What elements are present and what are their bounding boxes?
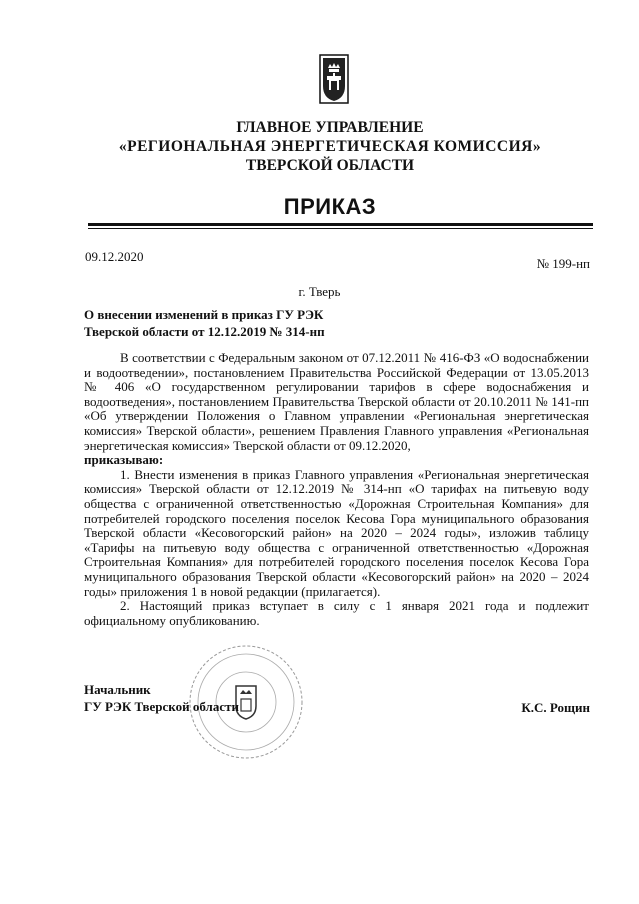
header-divider-thin [88, 228, 593, 229]
order-subject [84, 306, 404, 340]
signatory-position-line-1: Начальник [84, 682, 151, 697]
order-city: г. Тверь [298, 284, 341, 299]
signatory-name: К.С. Рощин [521, 700, 590, 715]
signatory-position [84, 681, 239, 715]
order-item-2: 2. Настоящий приказ вступает в силу с 1 января 2021 года и подлежит официальному опубликованию. [84, 598, 589, 628]
order-body [84, 351, 589, 628]
order-title: ПРИКАЗ [283, 194, 377, 219]
subject-line-2: Тверской области от 12.12.2019 № 314-нп [84, 324, 325, 339]
signatory-position-line-2: ГУ РЭК Тверской области [84, 699, 239, 714]
header-line-1: ГЛАВНОЕ УПРАВЛЕНИЕ [236, 119, 424, 136]
decree-word: приказываю: [84, 452, 164, 468]
order-number: № 199-нп [536, 256, 590, 271]
header-divider-thick [88, 223, 593, 226]
header-line-3: ТВЕРСКОЙ ОБЛАСТИ [245, 157, 415, 174]
header-line-2: «РЕГИОНАЛЬНАЯ ЭНЕРГЕТИЧЕСКАЯ КОМИССИЯ» [118, 138, 542, 155]
order-date: 09.12.2020 [85, 249, 144, 264]
tver-coat-of-arms-icon [319, 54, 349, 104]
order-item-1: 1. Внести изменения в приказ Главного управления «Региональная энергетическая комиссия» Тверской области от 12.12.2019 № 314-нп «О тарифах на питьевую воду общества с ограниченной ответственностью «Дорожная Строительная Компания» для потребителей городского поселения поселок Кесова Гора муниципального образования Тверской области «Кесовогорский район» на 2020 – 2024 годы», изложив таблицу «Тарифы на питьевую воду общества с ограниченной ответственностью «Дорожная Строительная Компания» для потребителей городского поселения поселок Кесова Гора муниципального образования Тверской области «Кесовогорский район» на 2020 – 2024 годы» приложения 1 в новой редакции (прилагается). [84, 466, 589, 599]
subject-line-1: О внесении изменений в приказ ГУ РЭК [84, 307, 324, 322]
preamble-paragraph: В соответствии с Федеральным законом от 07.12.2011 № 416-ФЗ «О водоснабжении и водоотведении», постановлением Правительства Российской Федерации от 13.05.2013 № 406 «О государственном регулировании тарифов в сфере водоснабжения и водоотведения», постановлением Правительства Тверской области от 20.10.2011 № 141-пп «Об утверждении Положения о Главном управлении «Региональная энергетическая комиссия» Тверской области», решением Правления Главного управления «Региональная энергетическая комиссия» Тверской области от 09.12.2020, [84, 350, 589, 453]
